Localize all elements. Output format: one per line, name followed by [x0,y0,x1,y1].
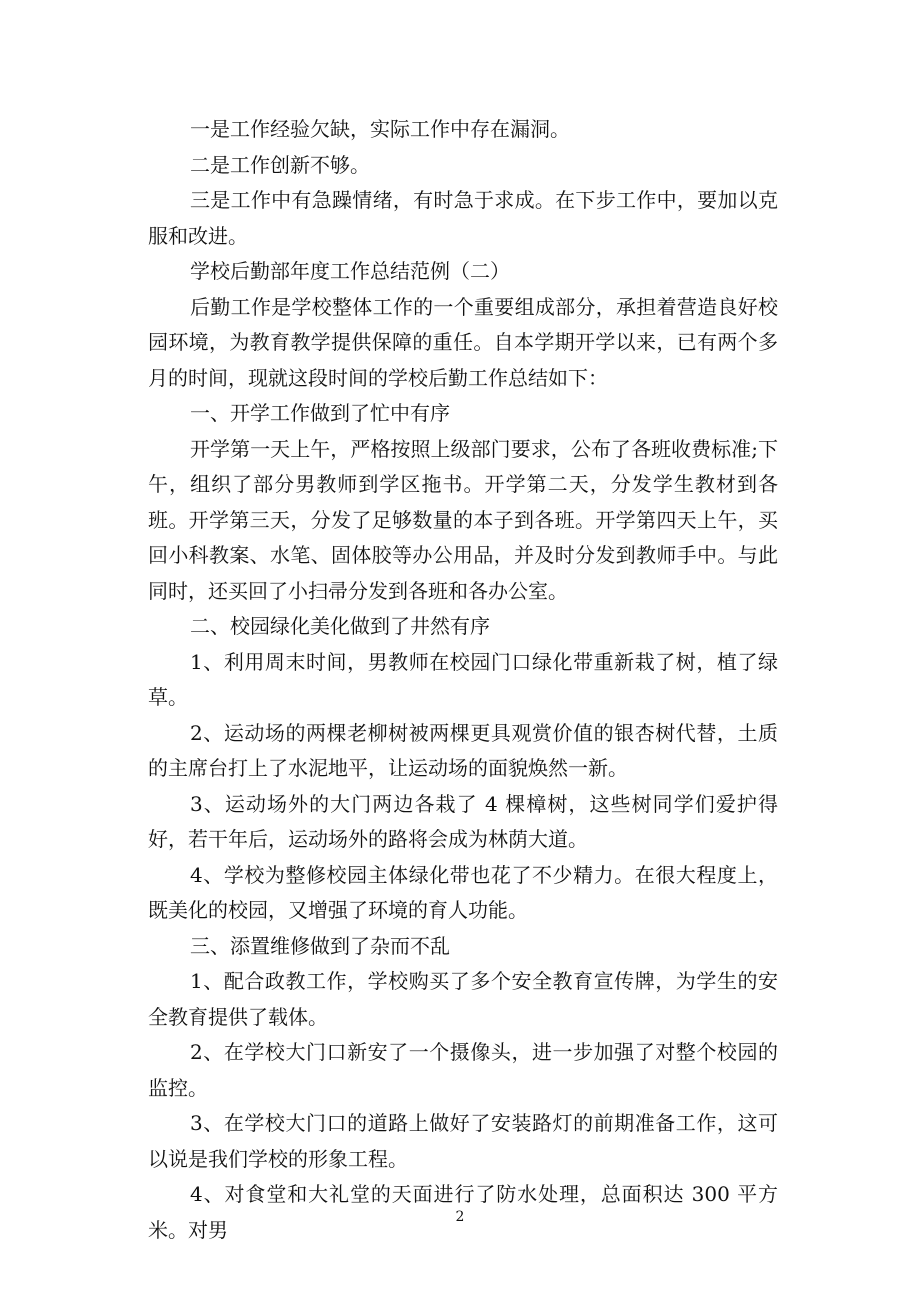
section-heading: 三、添置维修做到了杂而不乱 [190,933,450,958]
paragraph: 二是工作创新不够。 [190,152,370,177]
list-item: 4、对食堂和大礼堂的天面进行了防水处理，总面积达 300 平方米。对男 [148,1182,778,1242]
list-item: 1、配合政教工作，学校购买了多个安全教育宣传牌，为学生的安全教育提供了载体。 [148,969,778,1029]
list-item: 2、在学校大门口新安了一个摄像头，进一步加强了对整个校园的监控。 [148,1040,778,1100]
document-body [148,112,778,1248]
list-item: 4、学校为整修校园主体绿化带也花了不少精力。在很大程度上，既美化的校园，又增强了环境的育人功能。 [148,862,778,922]
section-title: 学校后勤部年度工作总结范例（二） [190,259,510,283]
list-item: 3、在学校大门口的道路上做好了安装路灯的前期准备工作，这可以说是我们学校的形象工程。 [148,1111,778,1171]
list-item: 3、运动场外的大门两边各栽了 4 棵樟树，这些树同学们爱护得好，若干年后，运动场外的路将会成为林荫大道。 [148,791,778,851]
paragraph: 一是工作经验欠缺，实际工作中存在漏洞。 [190,117,570,141]
section-heading: 一、开学工作做到了忙中有序 [190,401,450,425]
section-heading: 二、校园绿化美化做到了井然有序 [190,614,490,638]
paragraph: 后勤工作是学校整体工作的一个重要组成部分，承担着营造良好校园环境，为教育教学提供保障的重任。自本学期开学以来，已有两个多月的时间，现就这段时间的学校后勤工作总结如下： [148,294,778,390]
paragraph: 开学第一天上午，严格按照上级部门要求，公布了各班收费标准;下午，组织了部分男教师到学区拖书。开学第二天，分发学生教材到各班。开学第三天，分发了足够数量的本子到各班。开学第四天上午，买回小科教案、水笔、固体胶等办公用品，并及时分发到教师手中。与此同时，还买回了小扫帚分发到各班和各办公室。 [148,436,778,603]
list-item: 1、利用周末时间，男教师在校园门口绿化带重新栽了树，植了绿草。 [148,649,778,709]
paragraph: 三是工作中有急躁情绪，有时急于求成。在下步工作中，要加以克服和改进。 [148,188,778,248]
page-number: 2 [455,1209,465,1225]
list-item: 2、运动场的两棵老柳树被两棵更具观赏价值的银杏树代替，土质的主席台打上了水泥地平，让运动场的面貌焕然一新。 [148,720,778,780]
